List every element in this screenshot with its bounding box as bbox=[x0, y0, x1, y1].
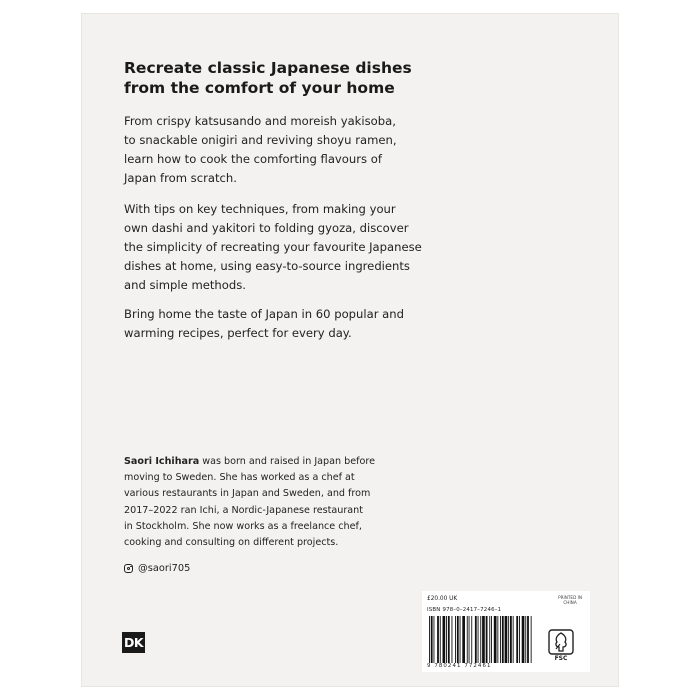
barcode-bar bbox=[497, 616, 498, 663]
barcode-bar bbox=[525, 616, 526, 663]
barcode-bar bbox=[437, 616, 439, 663]
barcode-bar bbox=[510, 616, 512, 663]
barcode-bar bbox=[469, 616, 470, 663]
barcode-bar bbox=[457, 616, 459, 663]
barcode-bar bbox=[448, 616, 450, 663]
barcode-bar bbox=[455, 616, 456, 663]
blurb-line: dishes at home, using easy-to-source ingredients bbox=[124, 259, 410, 273]
barcode-bar bbox=[500, 616, 501, 663]
printed-in-line: CHINA bbox=[563, 600, 577, 605]
barcode-bar bbox=[519, 616, 520, 663]
fsc-label: FSC bbox=[554, 655, 568, 662]
author-bio-line: cooking and consulting on different projects. bbox=[124, 537, 339, 549]
price-label: £20.00 UK bbox=[427, 596, 458, 602]
author-name: Saori Ichihara bbox=[124, 456, 200, 467]
blurb-line: own dashi and yakitori to folding gyoza, discover bbox=[124, 221, 409, 235]
dk-logo: DK bbox=[122, 632, 145, 653]
barcode-bar bbox=[494, 616, 497, 663]
barcode-bar bbox=[491, 616, 492, 663]
barcode-bar bbox=[502, 616, 504, 663]
author-bio-line: moving to Sweden. She has worked as a chef at bbox=[124, 472, 355, 484]
printed-in-label bbox=[558, 595, 582, 605]
barcode-bar bbox=[475, 616, 477, 663]
barcode-bar bbox=[482, 616, 485, 663]
printed-in-line: PRINTED IN bbox=[558, 595, 582, 600]
barcode-bar bbox=[467, 616, 468, 663]
barcode-bar bbox=[462, 616, 465, 663]
barcode-bar bbox=[446, 616, 447, 663]
author-bio-text: was born and raised in Japan before bbox=[199, 456, 376, 467]
isbn-label: ISBN 978–0–2417–7246–1 bbox=[427, 607, 502, 613]
barcode-bar bbox=[460, 616, 461, 663]
barcode-bar bbox=[478, 616, 479, 663]
barcode-bar bbox=[505, 616, 508, 663]
barcode-bar bbox=[434, 616, 435, 663]
author-bio-line bbox=[124, 454, 375, 470]
headline-line: from the comfort of your home bbox=[124, 79, 395, 97]
barcode-bar bbox=[429, 616, 430, 663]
blurb-line: learn how to cook the comforting flavours of bbox=[124, 152, 382, 166]
fsc-logo bbox=[548, 629, 574, 667]
blurb-line: warming recipes, perfect for every day. bbox=[124, 326, 352, 340]
blurb-paragraph-3 bbox=[124, 305, 404, 343]
barcode-panel bbox=[422, 591, 590, 672]
barcode-bar bbox=[527, 616, 529, 663]
blurb-paragraph-1 bbox=[124, 112, 397, 188]
barcode-bar bbox=[513, 616, 514, 663]
barcode-bar bbox=[471, 616, 472, 663]
barcode-bar bbox=[486, 616, 488, 663]
barcode-bar bbox=[480, 616, 481, 663]
blurb-line: Japan from scratch. bbox=[124, 171, 237, 185]
author-bio-line: various restaurants in Japan and Sweden, and from bbox=[124, 488, 371, 500]
barcode-bar bbox=[440, 616, 441, 663]
author-bio bbox=[124, 454, 375, 551]
blurb-line: From crispy katsusando and moreish yakisoba, bbox=[124, 114, 396, 128]
barcode bbox=[427, 616, 533, 663]
blurb-line: With tips on key techniques, from making your bbox=[124, 202, 396, 216]
author-bio-line: 2017–2022 ran Ichi, a Nordic-Japanese restaurant bbox=[124, 504, 363, 516]
headline bbox=[124, 58, 444, 98]
barcode-bar bbox=[443, 616, 446, 663]
instagram-icon bbox=[124, 564, 133, 573]
social-handle bbox=[124, 563, 190, 574]
barcode-bar bbox=[431, 616, 433, 663]
fsc-tree-icon bbox=[548, 629, 574, 655]
blurb-line: Bring home the taste of Japan in 60 popular and bbox=[124, 307, 404, 321]
book-back-cover bbox=[82, 14, 618, 686]
blurb-paragraph-2 bbox=[124, 200, 422, 295]
barcode-number: 9 780241 772461 bbox=[427, 663, 492, 669]
barcode-bar bbox=[508, 616, 509, 663]
barcode-bar bbox=[452, 616, 453, 663]
barcode-bar bbox=[516, 616, 518, 663]
barcode-bar bbox=[522, 616, 525, 663]
blurb-line: and simple methods. bbox=[124, 278, 246, 292]
author-bio-line: in Stockholm. She now works as a freelance chef, bbox=[124, 520, 362, 532]
blurb-line: to snackable onigiri and reviving shoyu ramen, bbox=[124, 133, 397, 147]
blurb-line: the simplicity of recreating your favourite Japanese bbox=[124, 240, 422, 254]
barcode-bar bbox=[531, 616, 532, 663]
instagram-handle: @saori705 bbox=[138, 563, 191, 574]
headline-line: Recreate classic Japanese dishes bbox=[124, 59, 412, 77]
barcode-bar bbox=[489, 616, 490, 663]
